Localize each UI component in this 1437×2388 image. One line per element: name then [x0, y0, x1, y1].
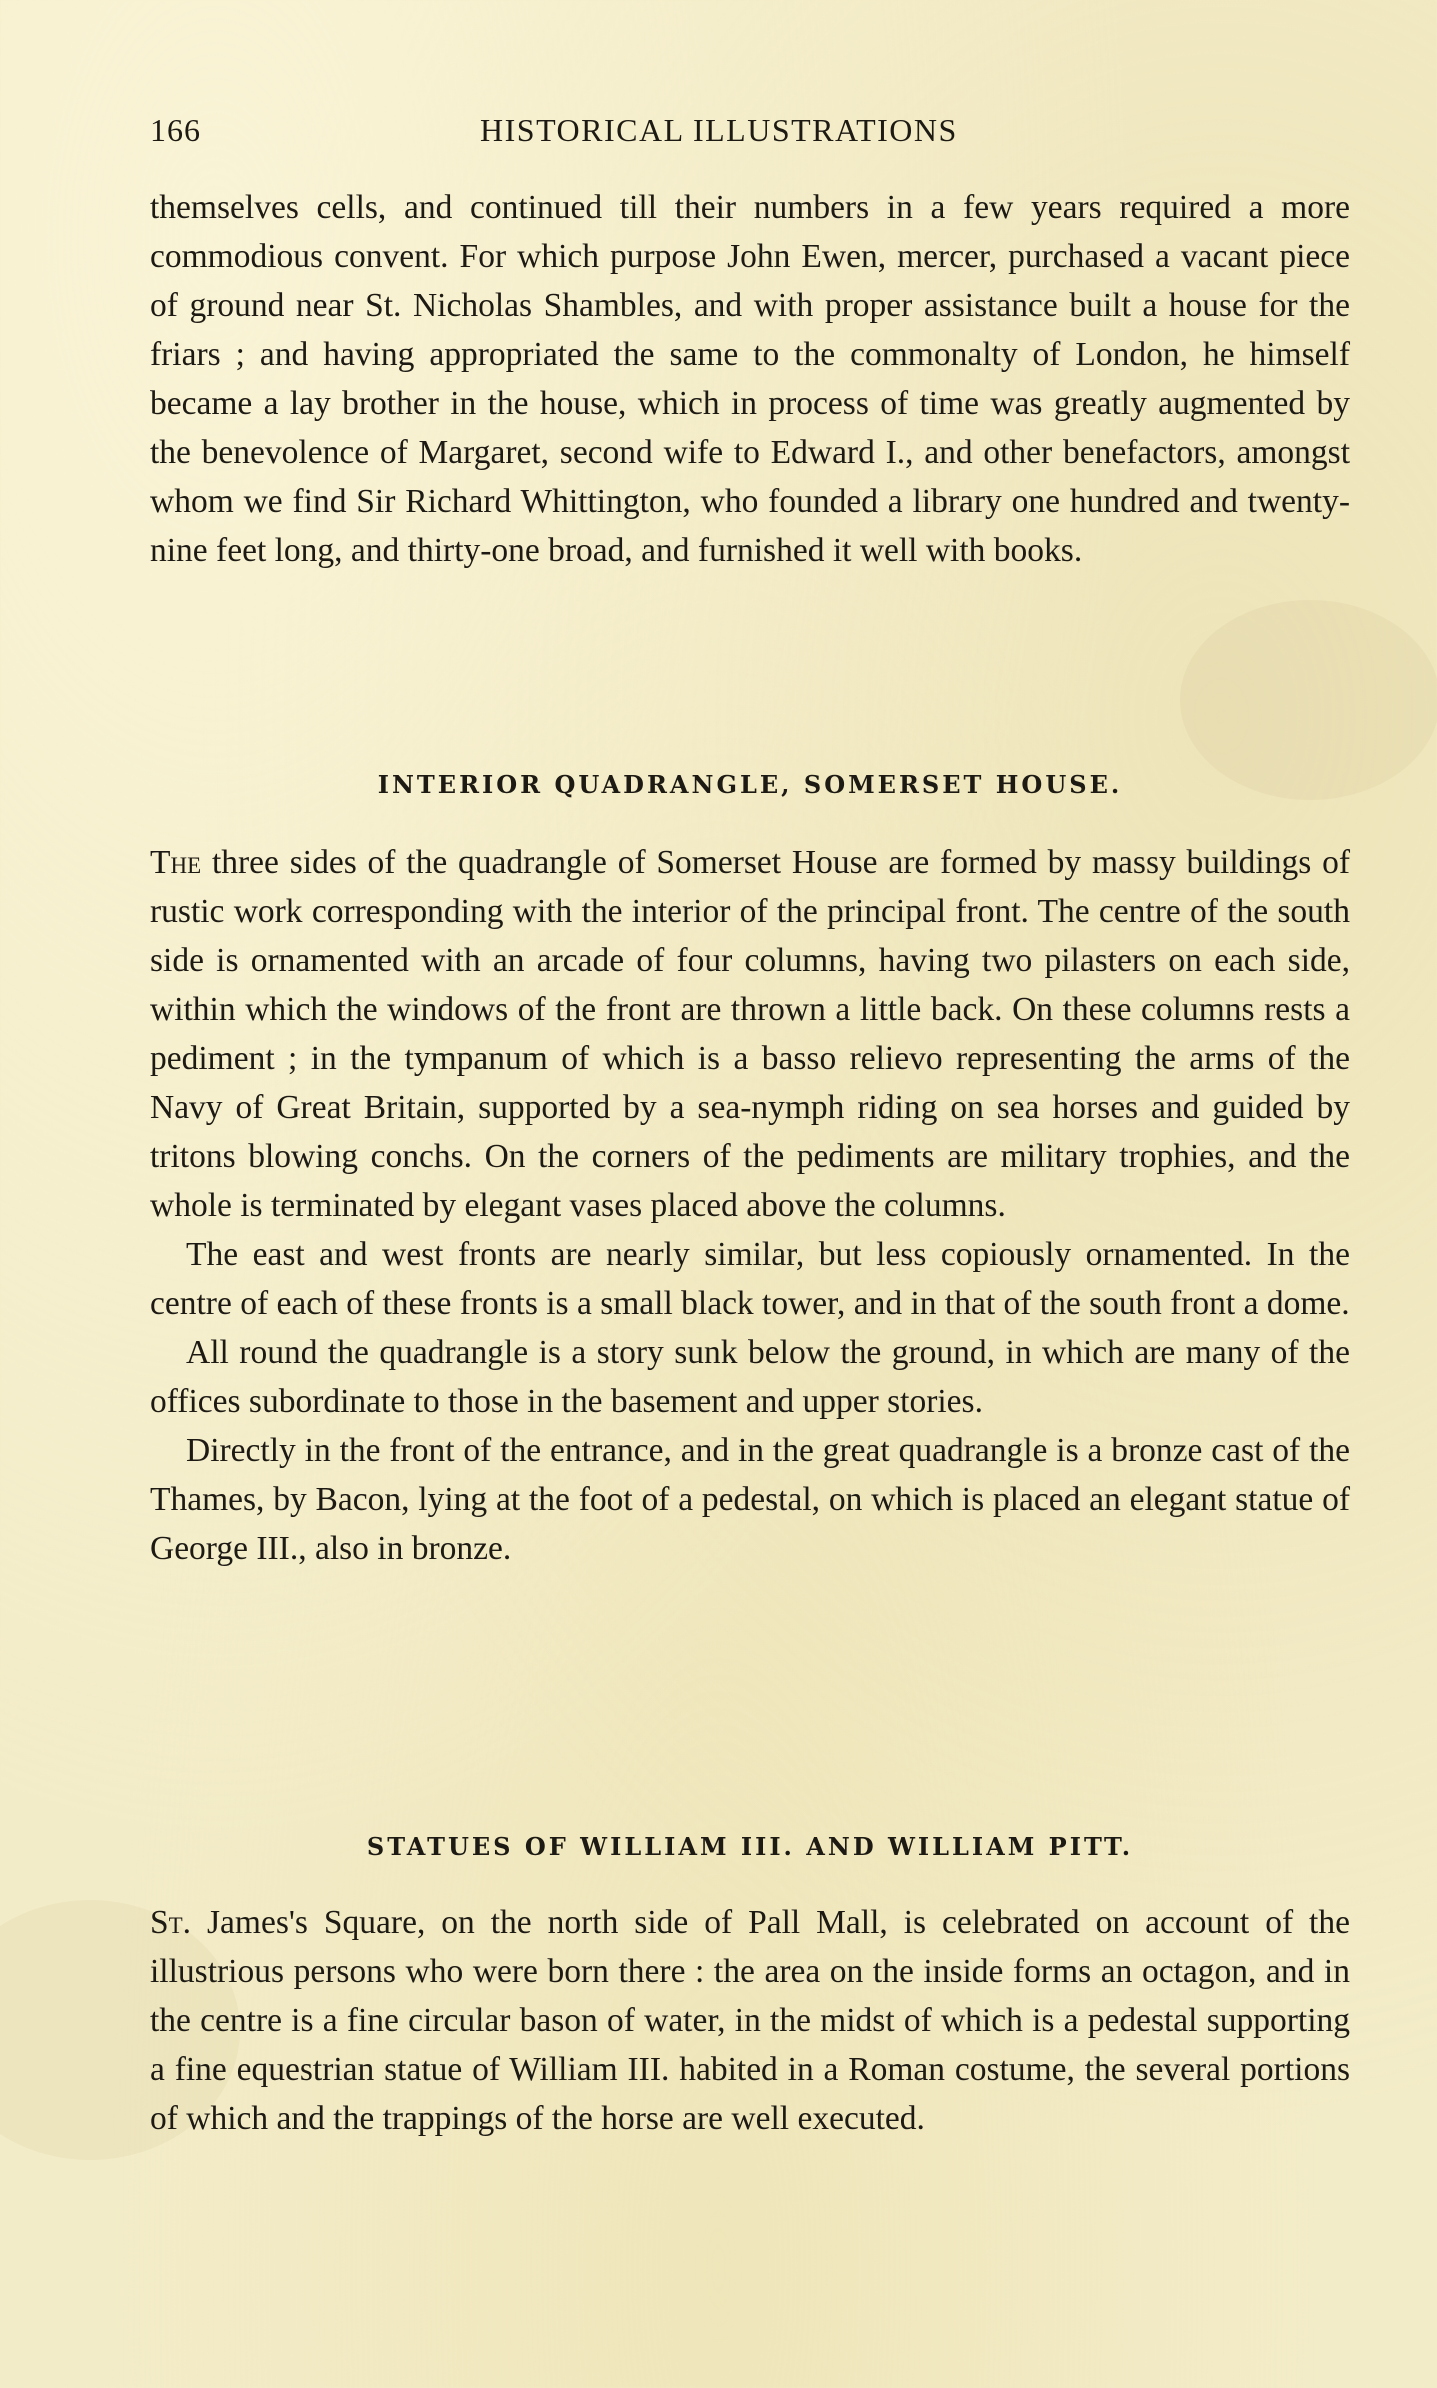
- running-title: HISTORICAL ILLUSTRATIONS: [480, 112, 958, 148]
- page-number: 166: [150, 112, 201, 148]
- section-body: [150, 1898, 1350, 2143]
- paragraph-text: three sides of the quadrangle of Somerset House are formed by massy buildings of rustic work corresponding with the interior of the principal front. The centre of the south side is ornamented with an arcade of four columns, having two pilasters on each side, within which the windows of the front are thrown a little back. On these columns rests a pediment ; in the tympanum of which is a basso relievo representing the arms of the Navy of Great Britain, supported by a sea-nymph riding on sea horses and guided by tritons blowing conchs. On the corners of the pediments are military trophies, and the whole is terminated by elegant vases placed above the columns.: [150, 844, 1350, 1224]
- paragraph-lead: The: [150, 844, 202, 881]
- paragraph: [150, 838, 1350, 1230]
- paragraph-text: James's Square, on the north side of Pall Mall, is celebrated on account of the illustrious persons who were born there : the area on the inside forms an octagon, and in the centre is a fine circular bason of water, in the midst of which is a pedestal supporting a fine equestrian statue of William III. habited in a Roman costume, the several portions of which and the trappings of the horse are well executed.: [150, 1904, 1350, 2137]
- paragraph: Directly in the front of the entrance, and in the great quadrangle is a bronze cast of the Thames, by Bacon, lying at the foot of a pedestal, on which is placed an elegant statue of George III., also in bronze.: [150, 1432, 1350, 1567]
- paragraph: The east and west fronts are nearly similar, but less copiously ornamented. In the centre of each of these fronts is a small black tower, and in that of the south front a dome.: [150, 1236, 1350, 1322]
- section-heading: INTERIOR QUADRANGLE, SOMERSET HOUSE.: [377, 770, 1123, 799]
- section-heading: STATUES OF WILLIAM III. AND WILLIAM PITT.: [366, 1832, 1134, 1861]
- paragraph-lead: St.: [150, 1904, 192, 1941]
- continuation-text: [150, 183, 1350, 575]
- section-body: [150, 838, 1350, 1573]
- paragraph: All round the quadrangle is a story sunk below the ground, in which are many of the offices subordinate to those in the basement and upper stories.: [150, 1334, 1350, 1420]
- paragraph: [150, 1898, 1350, 2143]
- page-header: [150, 112, 1350, 162]
- paragraph: themselves cells, and continued till their numbers in a few years required a more commodious convent. For which purpose John Ewen, mercer, purchased a vacant piece of ground near St. Nicholas Shambles, and with proper assistance built a house for the friars ; and having appropriated the same to the commonalty of London, he himself became a lay brother in the house, which in process of time was greatly augmented by the benevolence of Margaret, second wife to Edward I., and other benefactors, amongst whom we find Sir Richard Whittington, who founded a library one hundred and twenty-nine feet long, and thirty-one broad, and furnished it well with books.: [150, 189, 1350, 569]
